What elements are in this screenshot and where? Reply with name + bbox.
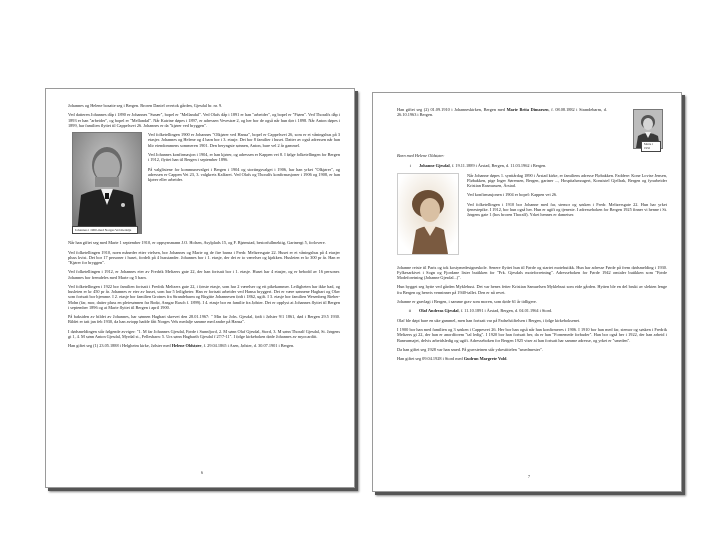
marriage2-suffix: , f. 08.08.1882 i Strandebarm, (548, 107, 603, 112)
marriage-prefix: Han giftet seg (1) 23.05.1888 i Helgheim kirke, Jølster (68, 343, 163, 349)
page-left-content (68, 103, 340, 353)
child-entry-2 (397, 308, 667, 313)
johanne-paragraph-2: Ved konfirmasjonen i 1904 er bopel: Kappen vei 26. (467, 192, 558, 198)
olaf-paragraph-2: I 1900 bor han med familien og 3 søsken i Cappesvei 26. Her bor han også når han konfirmeres i 1906. I 1910 bor han med far, stemor og søsken i Fredrik Meltzers gt 22, der han er anordforem "tal ledig". I 1920 bor han fortsatt her, da er han "Fornemede forbuder". Han bor også her i 1922, der han arbeid i Banearmajet, delvis arbeidsledig og ugift. Adresseboken for Bergen 1925 viser at han fortsatt har samme adresse, og yrket er "smeden". (397, 327, 667, 343)
child-info-2: , f. 11.10.1891 i Årstad, Bergen, (458, 308, 514, 314)
johanne-side-text (467, 173, 667, 222)
child-entry-1 (397, 163, 667, 168)
marie-name: Marie Brita Dimarsen (506, 107, 549, 112)
marie-caption: Marie i 1932 (641, 141, 661, 152)
marriage-death: , d. 30.07.1901 i Bergen. (251, 343, 295, 349)
child-death-1: d. 11.03.1962 i Bergen. (506, 163, 547, 169)
paragraph-side-1: Ved folketellingen 1900 er Johannes "Olkjører ved Hansa", bopel er Cappelsvei 26, som er et våningshus på 3 etasjer. Johannes og Helene og 4 barn bor i 3. etasje. Det bor 8 familier i huset. Datter av også adressen når han blir eiendommens sommeren 1901. Den beryngste sønnen, Anton, bare vel 2 år gammel. (148, 132, 340, 148)
child-name-2: Olaf Andreas Gjesdal (419, 308, 459, 314)
paragraph-6: Ved folketellingen i 1922 bor familien fortsatt i Fredrik Meltzers gate 22, i første etasje, som har 2 værelser og ett pikekammer. Leiligheten har ikke bad, og husleien er kr 450 pr år. Johannes er eier av huset, som har 5 leiligheter. Han er fortsatt arbeider ved Hansa bryggeri. Det er være sønnene Hagbart og Olav som fortsatt bor hjemme. I 2. etasje bor familien Grotnes fra Strandebarm og Birgitte Johannesen født i 1862, ugift. I 3. etasje bor familien Wesenberg Rieber-Mohn (far, mor, datter pluss en pleiesønnen fra Bodø, Ansgar Rasch f. 1899). I 4. etasje bor en familie fra Jølster. Det er opplyst at Johannes flyttet til Bergen i september 1896 og at Marie flyttet til Bergen i april 1900. (68, 283, 340, 310)
document-page-left (45, 88, 355, 488)
paragraph-side-2: Ved Johannes konfirmasjon i 1904, er han kjører, og adressen er Kappen vei 8. I følge folketellingen for Bergen i 1912, flyttet han til Bergen i september 1896. (148, 151, 340, 163)
child-header-2 (419, 308, 667, 313)
marriage2-prefix: Han giftet seg (2) 01.09.1910 i Johanneskirken, Bergen (397, 107, 496, 112)
johanne-paragraph-3: Ved folketellingen i 1910 bor Johanne med far, stemor og søsken i Fredr. Meltzersgate 22. Hun har yrket tjenestepike. I 1912, bor hun også her. Hun er ugift og tjeneste. I adresseboken for Bergen 1925 finner vi henne i St. Jørgens gate 1 (hos broren Thoralf). Yrket hennes er dametser. (467, 201, 667, 218)
document-page-right (372, 92, 682, 492)
johanne-paragraph-6: Johanne er gravlagt i Bergen, i samme grav som moren, som døde 61 år tidligere. (397, 298, 537, 304)
olaf-paragraph-1: Olaf ble døpt bare en uke gammel, men han fortsatt var på Fadselstiftelsen i Bergen, i følge kirkeboksenet. (397, 317, 581, 323)
second-marriage-line (397, 107, 667, 117)
paragraph-side-3: På valglistene for kommunevalget i Bergen i 1904 og stortingsvalget i 1906, har han yrket "Olkjører", og adressen er Cappen Vei 23, 3. valgkrets Kalfaret. Ved Olafs og Thoralfs konfirmasjoner i 1906 og 1908, er han kjører eller arbeider. (148, 166, 340, 182)
paragraph-8: I dødsmeldingen står følgende avviger: "1. M far Johannes Gjesdal, Førde i Sunnfjord, 2. M sønn Olaf Gjesdal, Stord, 3. M sønn Thoralf Gjesdal, St. Jørgens gt 1, 4. M sønn Anton Gjesdal, Myrdal st., Fellesbarn: 5. Urs sønn Hagbarth Gjesdal f 27/7-11". I følge kirkeboken døde Johannes av myocarditt. (68, 328, 340, 339)
johanne-section (397, 173, 667, 265)
paragraph-1: Johannes og Helene bosatte seg i Bergen. Broren Daniel overtok gården, Gjesdal br. nr. 9. (68, 103, 223, 108)
page-number-right: 7 (528, 474, 530, 479)
child-header-1 (419, 163, 667, 168)
children-subhead: Barn med Helene Oldstøer: (397, 153, 445, 158)
photo-johanne (397, 173, 459, 255)
photo-johannes (72, 132, 142, 234)
marriage-suffix: , f. 29.04.1865 i Asen, Jølster (201, 343, 252, 349)
marriage-section (397, 107, 667, 153)
olaf-paragraph-3: Da han giftet seg 1928 var han smed. På gravsteinen står yrkestittelen "smedmester". (397, 346, 543, 352)
child-number-1: i (409, 163, 411, 169)
paragraph-3: Når han giftet seg med Marie 1 september 1910, er oppsynsmann J.O. Holsen, Asylplads 15, og F. Bjørnstad, bestorfullmektig, Gartnergt 5, forlovere. (68, 240, 326, 246)
page-number-left: 6 (201, 470, 203, 475)
olaf-marriage-mid: med (455, 356, 463, 362)
photo-side-text (148, 132, 340, 186)
paragraph-5: Ved folketellingen i 1912, er Johannes eier av Fredrik Meltzers gate 22, der han fortsatt bor i 1. etasje. Huset har 4 etasjer, og er bebodd av 16 personer. Johannes bor fremdeles med Marie og 5 barn. (68, 269, 340, 280)
marriage2-mid: med (497, 107, 505, 112)
olaf-marriage-line: Han giftet seg 09.04.1928 i Stord med Gudrun Margrete Vold. (397, 356, 508, 362)
page-right-content (397, 107, 667, 366)
marriage-mid: med (163, 343, 171, 349)
johanne-paragraph-1: Når Johanne døpes 1. synttårdag 1890 i Årstad kirke, er familiens adresse Fløbakken. Faddere: Kone Lovise Jensen, Fløbakken, pige Inger Sørensen, Bergen, gartner ..., Hospitalsmragert, Konsistel Gjellrak, Bergen og fyrarbeider Kristian Rasmussen, Årstad. (467, 172, 667, 188)
child-death-2: d. 04.01.1964 i Stord. (514, 308, 553, 314)
paragraph-4: Ved folketellingen 1910, noen måneder etter vielsen, bor Johannes og Marie og de fire barna i Fredr. Meltzersgate 22. Huset er et våningshus på 4 etasjer pluss kvist. Det bor 17 personer i huset, fordelt på 4 husstander. Johannes bor i 1. etasje, der det er to værelser og kjøkken. Husleien er kr 300 pr år. Han er "Kjører for bryggen". (68, 249, 340, 265)
photo-section (68, 132, 340, 240)
marriage2-death: d. 26.10.1963 i Bergen. (397, 107, 608, 118)
olaf-marriage-prefix: Han giftet seg 09.04.1928 i Stord (397, 356, 455, 362)
child-name-1: Johanne Gjesdal (419, 163, 450, 169)
paragraph-7: På baksiden av bildet av Johannes, har sønnen Hagbart skrevet den 28.01.1967: " Min far Johs. Gjesdal, født i Jølster 9/1 1861, død i Bergen 29.5 1930. Bildet er tatt jan feb 1930, da han avtopp hadde fått Norges Vels medalje samme med andre på Hansa". (68, 314, 340, 325)
spouse-name: Helene Oldstøer (171, 343, 202, 349)
portrait-man-image (73, 133, 141, 233)
child-info-1: , f. 19.11.1889 i Årstad, Bergen, (449, 163, 505, 169)
child-number-2: ii (408, 308, 411, 314)
paragraph-2: Ved datteren Johannes dåp i 1890 er Johannes "Ssnær", bopel er "Mellandal". Ved Olafs dåp i 1891 er han "arbeider", og bopel er "Fiøen". Ved Thoralfs dåp i 1893 er han "arbeider", og bopel er "Mellandal". Når Katrine døpes i 1897, er adressen Vevestræ 2, og her bor de også når hun dør i 1898. Når Anton døpes i 1899, har familien flyttet til Cappelsvei 26. Johannes er da "kjører ved bryggen". (68, 112, 340, 128)
marriage-line (68, 343, 340, 348)
gudrun-name: Gudrun Margrete Vold (463, 356, 507, 362)
johanne-paragraph-5: Hun bygget seg hytte ved gården Myklebust. Det var henes fetter Kristian Samuelsen Myklebust som eide gården. Hytten ble en del brukt av slekten lenge fra Bergen og henvis venninner på 1940-tallet. Den er nå revet. (397, 284, 667, 295)
portrait-young-woman-image (398, 174, 458, 254)
johanne-paragraph-4: Johanne reiste til Paris og tok kostymedesigneskole. Senere flyttet hun til Førde og startet motebutikk. Hun har adresse Førde på frem dødsmelding i 1930. Fylkesarkivet i Sogn og Fjordane lister butikken for "Frk. Gjesdals moteforretning". Adresseboken for Førde 1942 omtaler butikken som "Førde Modeforetning (Johanne Gjesdal...)". (397, 264, 667, 280)
photo-caption: Johannes i 1900-med Norges Vel medalje (72, 226, 138, 234)
